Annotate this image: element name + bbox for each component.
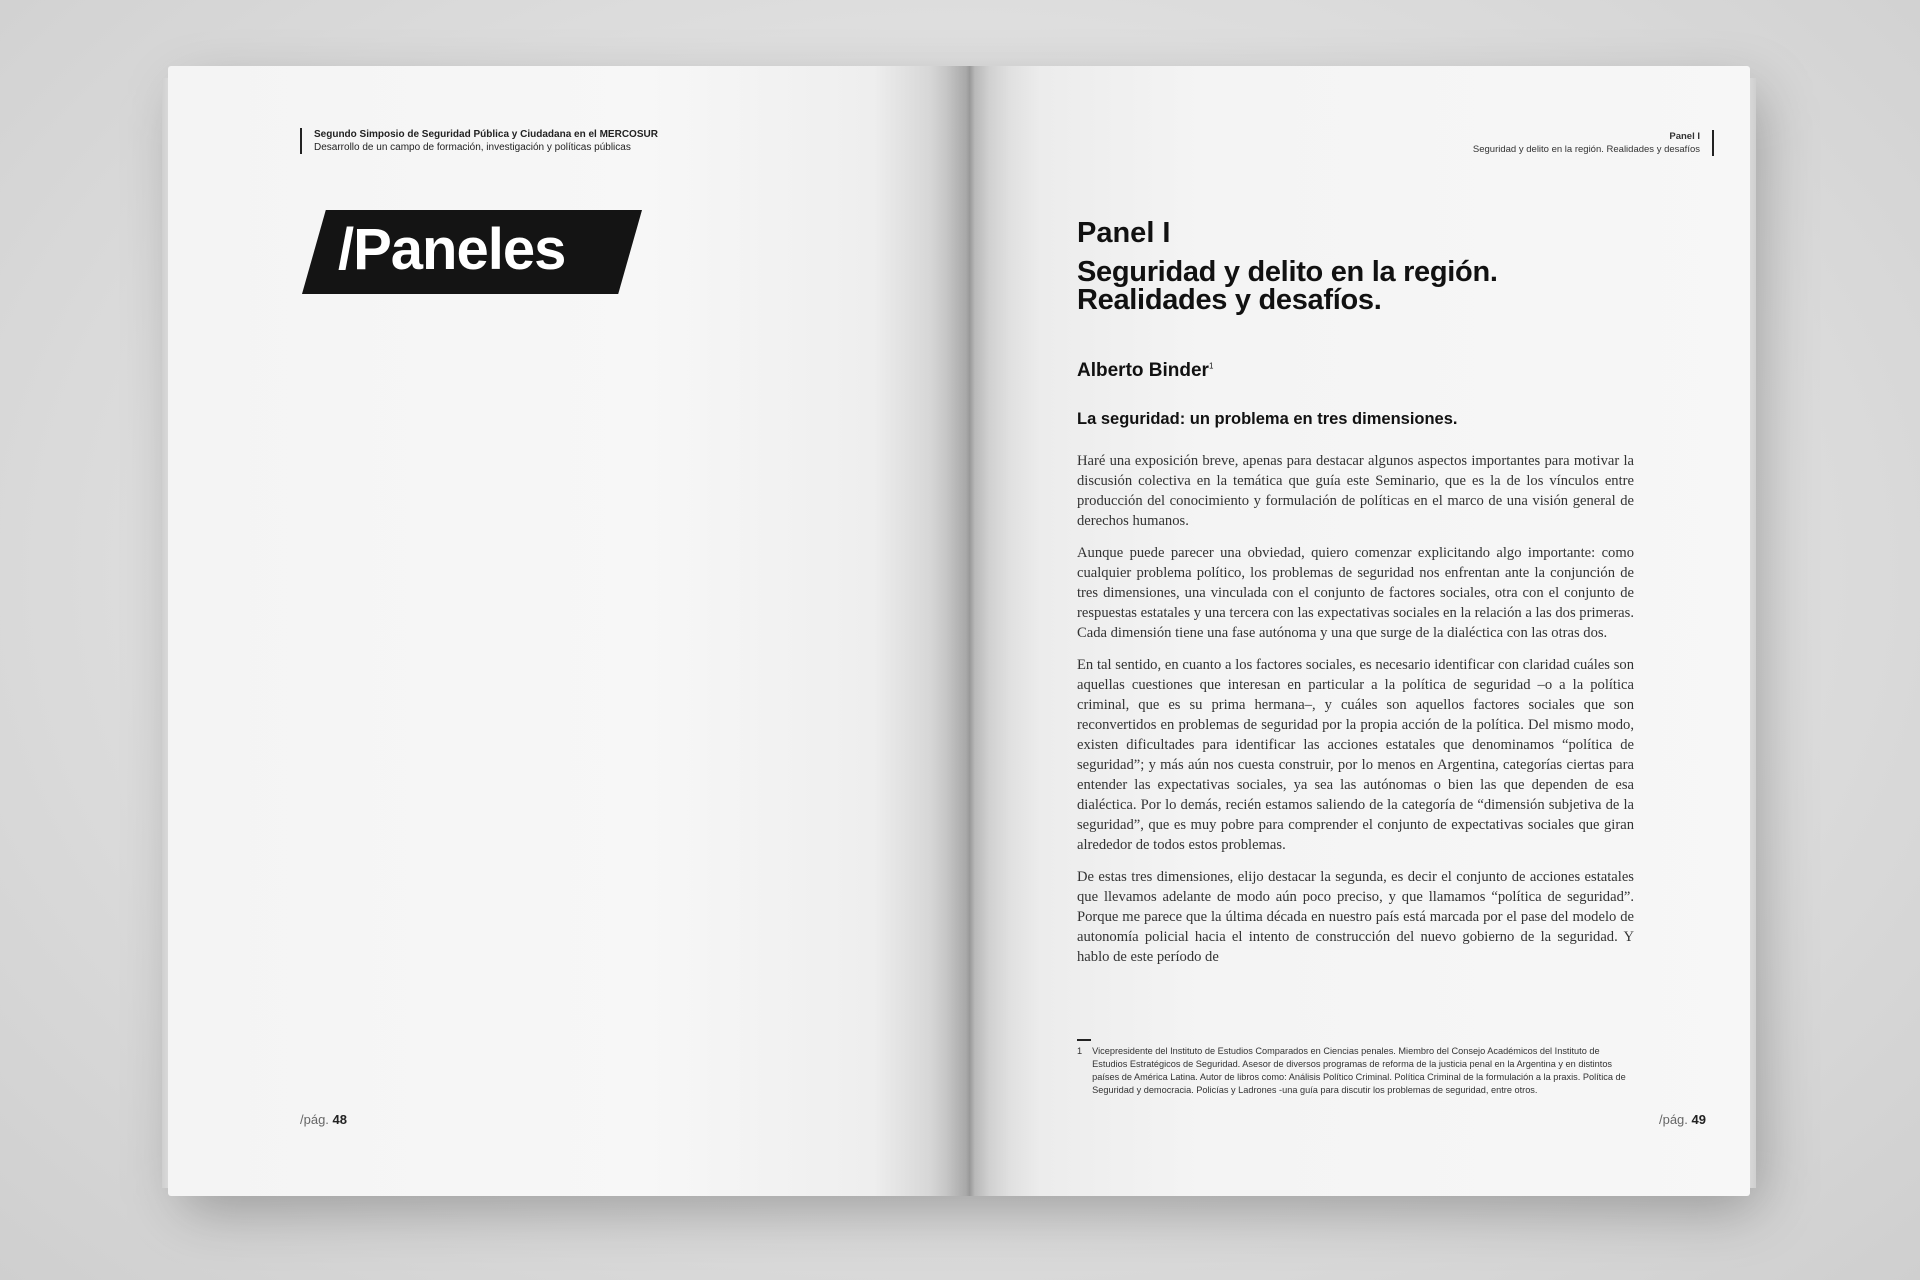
- right-header-title: Panel I: [1669, 131, 1700, 142]
- left-running-header: [300, 128, 658, 154]
- panel-subtitle-line1: Seguridad y delito en la región.: [1077, 256, 1498, 288]
- paragraph: Aunque puede parecer una obviedad, quiero comenzar explicitando algo importante: como cualquier problema político, los problemas de seguridad nos enfrentan ante la conjunción de tres dimensiones, una vinculada con el conjunto de factores sociales, otra con el conjunto de respuestas estatales y una tercera con las expectativas sociales en la relación a las dos primeras. Cada dimensión tiene una fase autónoma y una que surge de la dialéctica con las otras dos.: [1077, 545, 1634, 641]
- right-page-number: [1659, 1112, 1706, 1127]
- footnote: [1077, 1045, 1634, 1097]
- footnote-rule: [1077, 1039, 1091, 1041]
- right-page: [970, 66, 1750, 1196]
- section-label: /Paneles: [338, 217, 566, 282]
- paragraph: De estas tres dimensiones, elijo destacar la segunda, es decir el conjunto de acciones estatales que llevamos adelante de modo aún poco preciso, y que llamamos “política de seguridad”. Porque me parece que la última década en nuestro país está marcada por el pase del modelo de autonomía policial hacia el intento de construcción del nuevo gobierno de la seguridad. Y hablo de este período de: [1077, 869, 1634, 965]
- right-running-header: [1473, 130, 1714, 156]
- page-number: 49: [1691, 1112, 1706, 1127]
- left-header-subtitle: Desarrollo de un campo de formación, investigación y políticas públicas: [314, 142, 631, 153]
- left-header-title: Segundo Simposio de Seguridad Pública y Ciudadana en el MERCOSUR: [314, 129, 658, 140]
- paragraph: En tal sentido, en cuanto a los factores sociales, es necesario identificar con claridad cuáles son aquellas cuestiones que interesan en particular a la política de seguridad –o a la política criminal, que es su prima hermana–, y cuáles son aquellos factores sociales que son reconvertidos en problemas de seguridad por la propia acción de la política. Del mismo modo, existen dificultades para identificar las acciones estatales que denominamos “política de seguridad”; y más aún nos cuesta construir, por lo menos en Argentina, categorías ciertas para entender las expectativas sociales, ya sea las autónomas o bien las que dependen de esa dialéctica. Por lo demás, recién estamos saliendo de la categoría de “dimensión subjetiva de la seguridad”, que es muy pobre para comprender el conjunto de expectativas sociales que giran alrededor de todos estos problemas.: [1077, 657, 1634, 853]
- right-header-subtitle: Seguridad y delito en la región. Realidades y desafíos: [1472, 144, 1700, 155]
- left-page: [168, 66, 970, 1196]
- page-prefix: /pág.: [300, 1112, 329, 1127]
- panel-subtitle-line2: Realidades y desafíos.: [1077, 284, 1382, 316]
- panel-title: Panel I: [1077, 217, 1171, 249]
- article-body: [1077, 451, 1634, 1021]
- section-heading: La seguridad: un problema en tres dimensiones.: [1077, 410, 1458, 428]
- page-prefix: /pág.: [1658, 1112, 1688, 1127]
- footnote-text: Vicepresidente del Instituto de Estudios Comparados en Ciencias penales. Miembro del Consejo Académicos del Instituto de Estudios Estratégicos de Seguridad. Asesor de diversos programas de reforma de la justicia penal en la Argentina y en distintos países de América Latina. Autor de libros como: Análisis Político Criminal. Política Criminal de la formulación a la praxis. Política de Seguridad y democracia. Policías y Ladrones -una guía para discutir los problemas de seguridad, entre otros.: [1092, 1046, 1626, 1095]
- panel-subtitle: [1077, 258, 1634, 314]
- author-name: [1077, 360, 1634, 382]
- page-number: 48: [332, 1112, 348, 1127]
- paragraph: Haré una exposición breve, apenas para destacar algunos aspectos importantes para motivar la discusión colectiva en la temática que guía este Seminario, que es la de los vínculos entre producción del conocimiento y formulación de políticas en el marco de una visión general de derechos humanos.: [1077, 453, 1634, 529]
- article-content: [1077, 216, 1634, 1097]
- left-page-number: [300, 1112, 347, 1127]
- footnote-number: 1: [1077, 1046, 1083, 1056]
- author-name-text: Alberto Binder: [1077, 360, 1209, 381]
- author-footnote-ref: 1: [1208, 361, 1214, 371]
